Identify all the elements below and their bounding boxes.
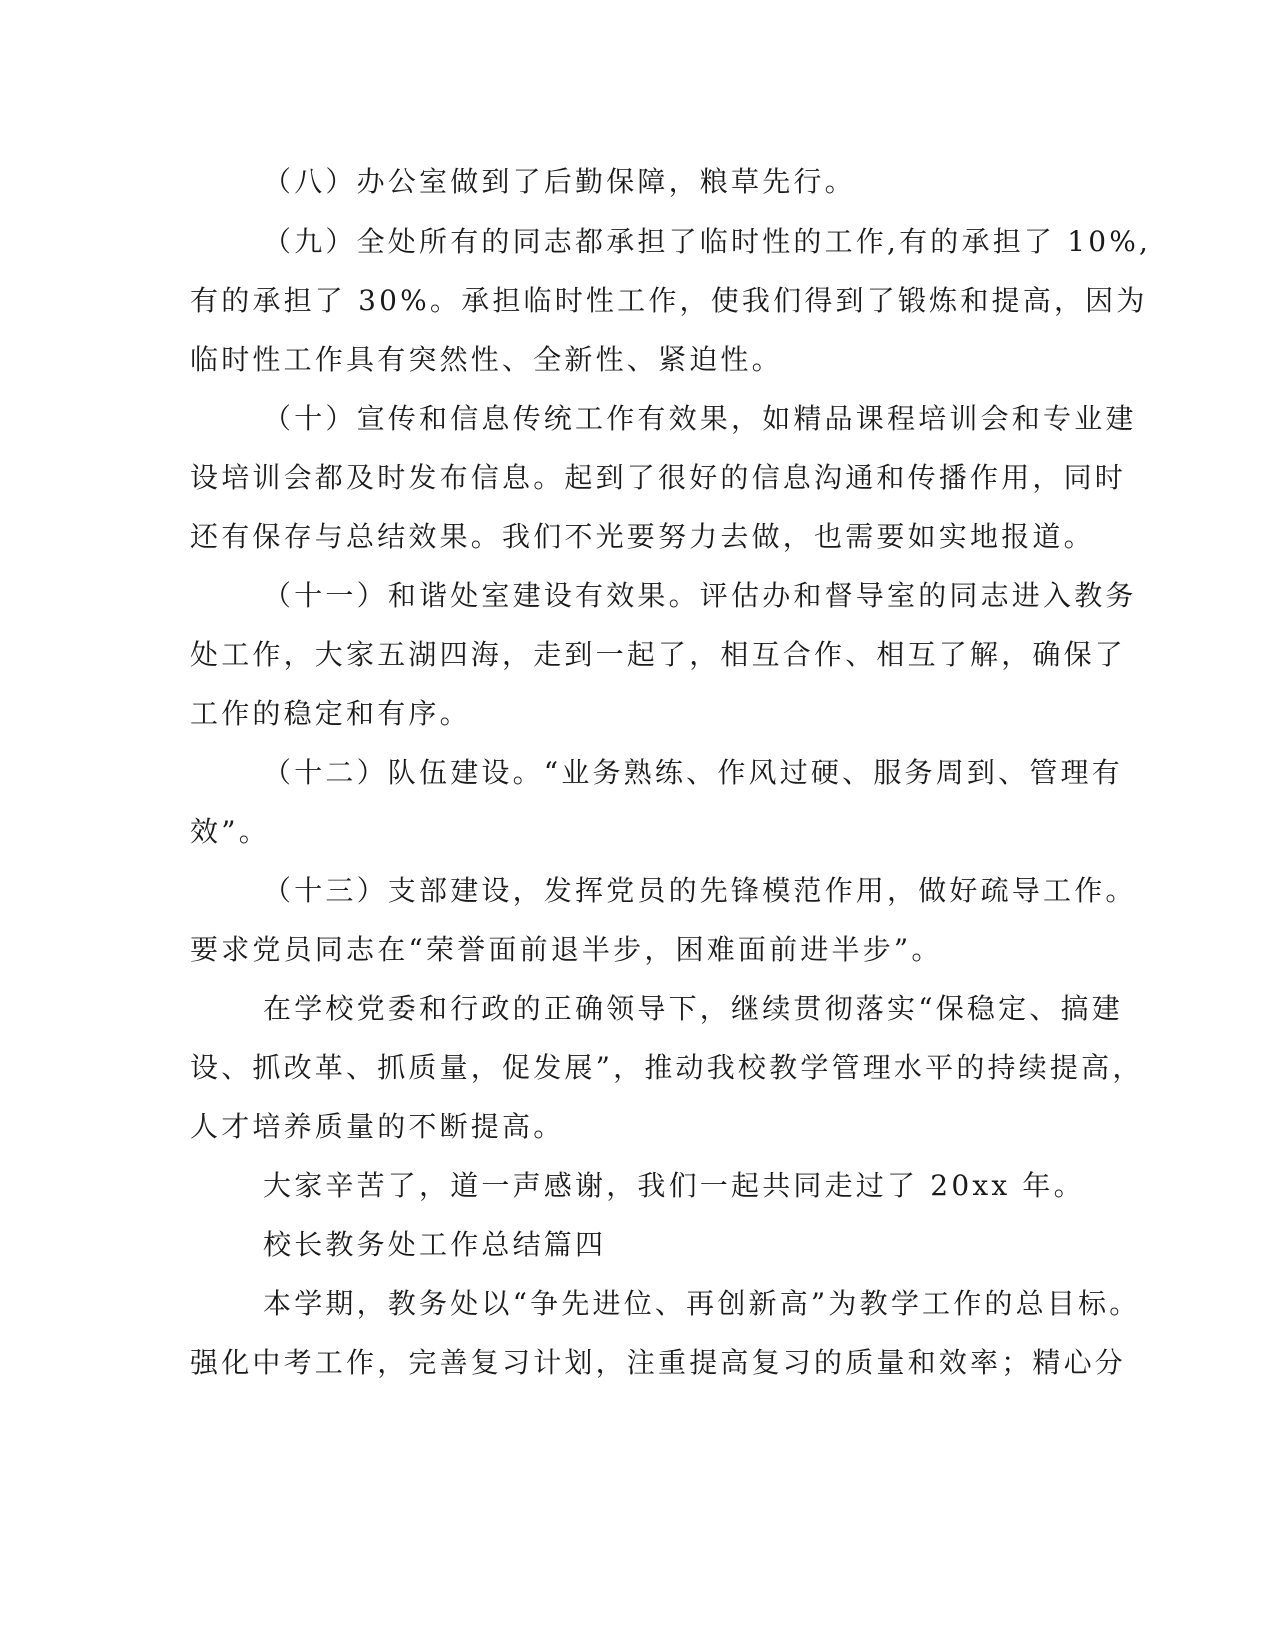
paragraph-line: 临时性工作具有突然性、全新性、紧迫性。 [190, 343, 783, 376]
paragraph-line: （八）办公室做到了后勤保障，粮草先行。 [263, 165, 856, 198]
paragraph-line: 在学校党委和行政的正确领导下，继续贯彻落实“保稳定、搞建 [263, 992, 1123, 1025]
paragraph-line: 还有保存与总结效果。我们不光要努力去做，也需要如实地报道。 [190, 520, 1095, 553]
paragraph-line: （十）宣传和信息传统工作有效果，如精品课程培训会和专业建 [263, 402, 1137, 435]
section-heading: 校长教务处工作总结篇四 [263, 1228, 607, 1261]
paragraph-line: 人才培养质量的不断提高。 [190, 1110, 565, 1143]
paragraph-line: 大家辛苦了，道一声感谢，我们一起共同走过了 20xx 年。 [263, 1169, 1085, 1202]
paragraph-line: 效”。 [190, 815, 270, 848]
paragraph-line: 处工作，大家五湖四海，走到一起了，相互合作、相互了解，确保了 [190, 638, 1127, 671]
paragraph-line: 要求党员同志在“荣誉面前退半步，困难面前进半步”。 [190, 933, 943, 966]
paragraph-line: （十一）和谐处室建设有效果。评估办和督导室的同志进入教务 [263, 579, 1137, 612]
paragraph-line: （十二）队伍建设。“业务熟练、作风过硬、服务周到、管理有 [263, 756, 1123, 789]
paragraph-line: （九）全处所有的同志都承担了临时性的工作,有的承担了 10%, [263, 225, 1152, 258]
paragraph-line: 设培训会都及时发布信息。起到了很好的信息沟通和传播作用，同时 [190, 461, 1127, 494]
paragraph-line: （十三）支部建设，发挥党员的先锋模范作用，做好疏导工作。 [263, 874, 1137, 907]
paragraph-line: 强化中考工作，完善复习计划，注重提高复习的质量和效率；精心分 [190, 1346, 1127, 1379]
paragraph-line: 本学期，教务处以“争先进位、再创新高”为教学工作的总目标。 [263, 1287, 1141, 1320]
paragraph-line: 工作的稳定和有序。 [190, 697, 471, 730]
paragraph-line: 有的承担了 30%。承担临时性工作，使我们得到了锻炼和提高，因为 [190, 284, 1148, 317]
paragraph-line: 设、抓改革、抓质量，促发展”，推动我校教学管理水平的持续提高， [190, 1051, 1144, 1084]
